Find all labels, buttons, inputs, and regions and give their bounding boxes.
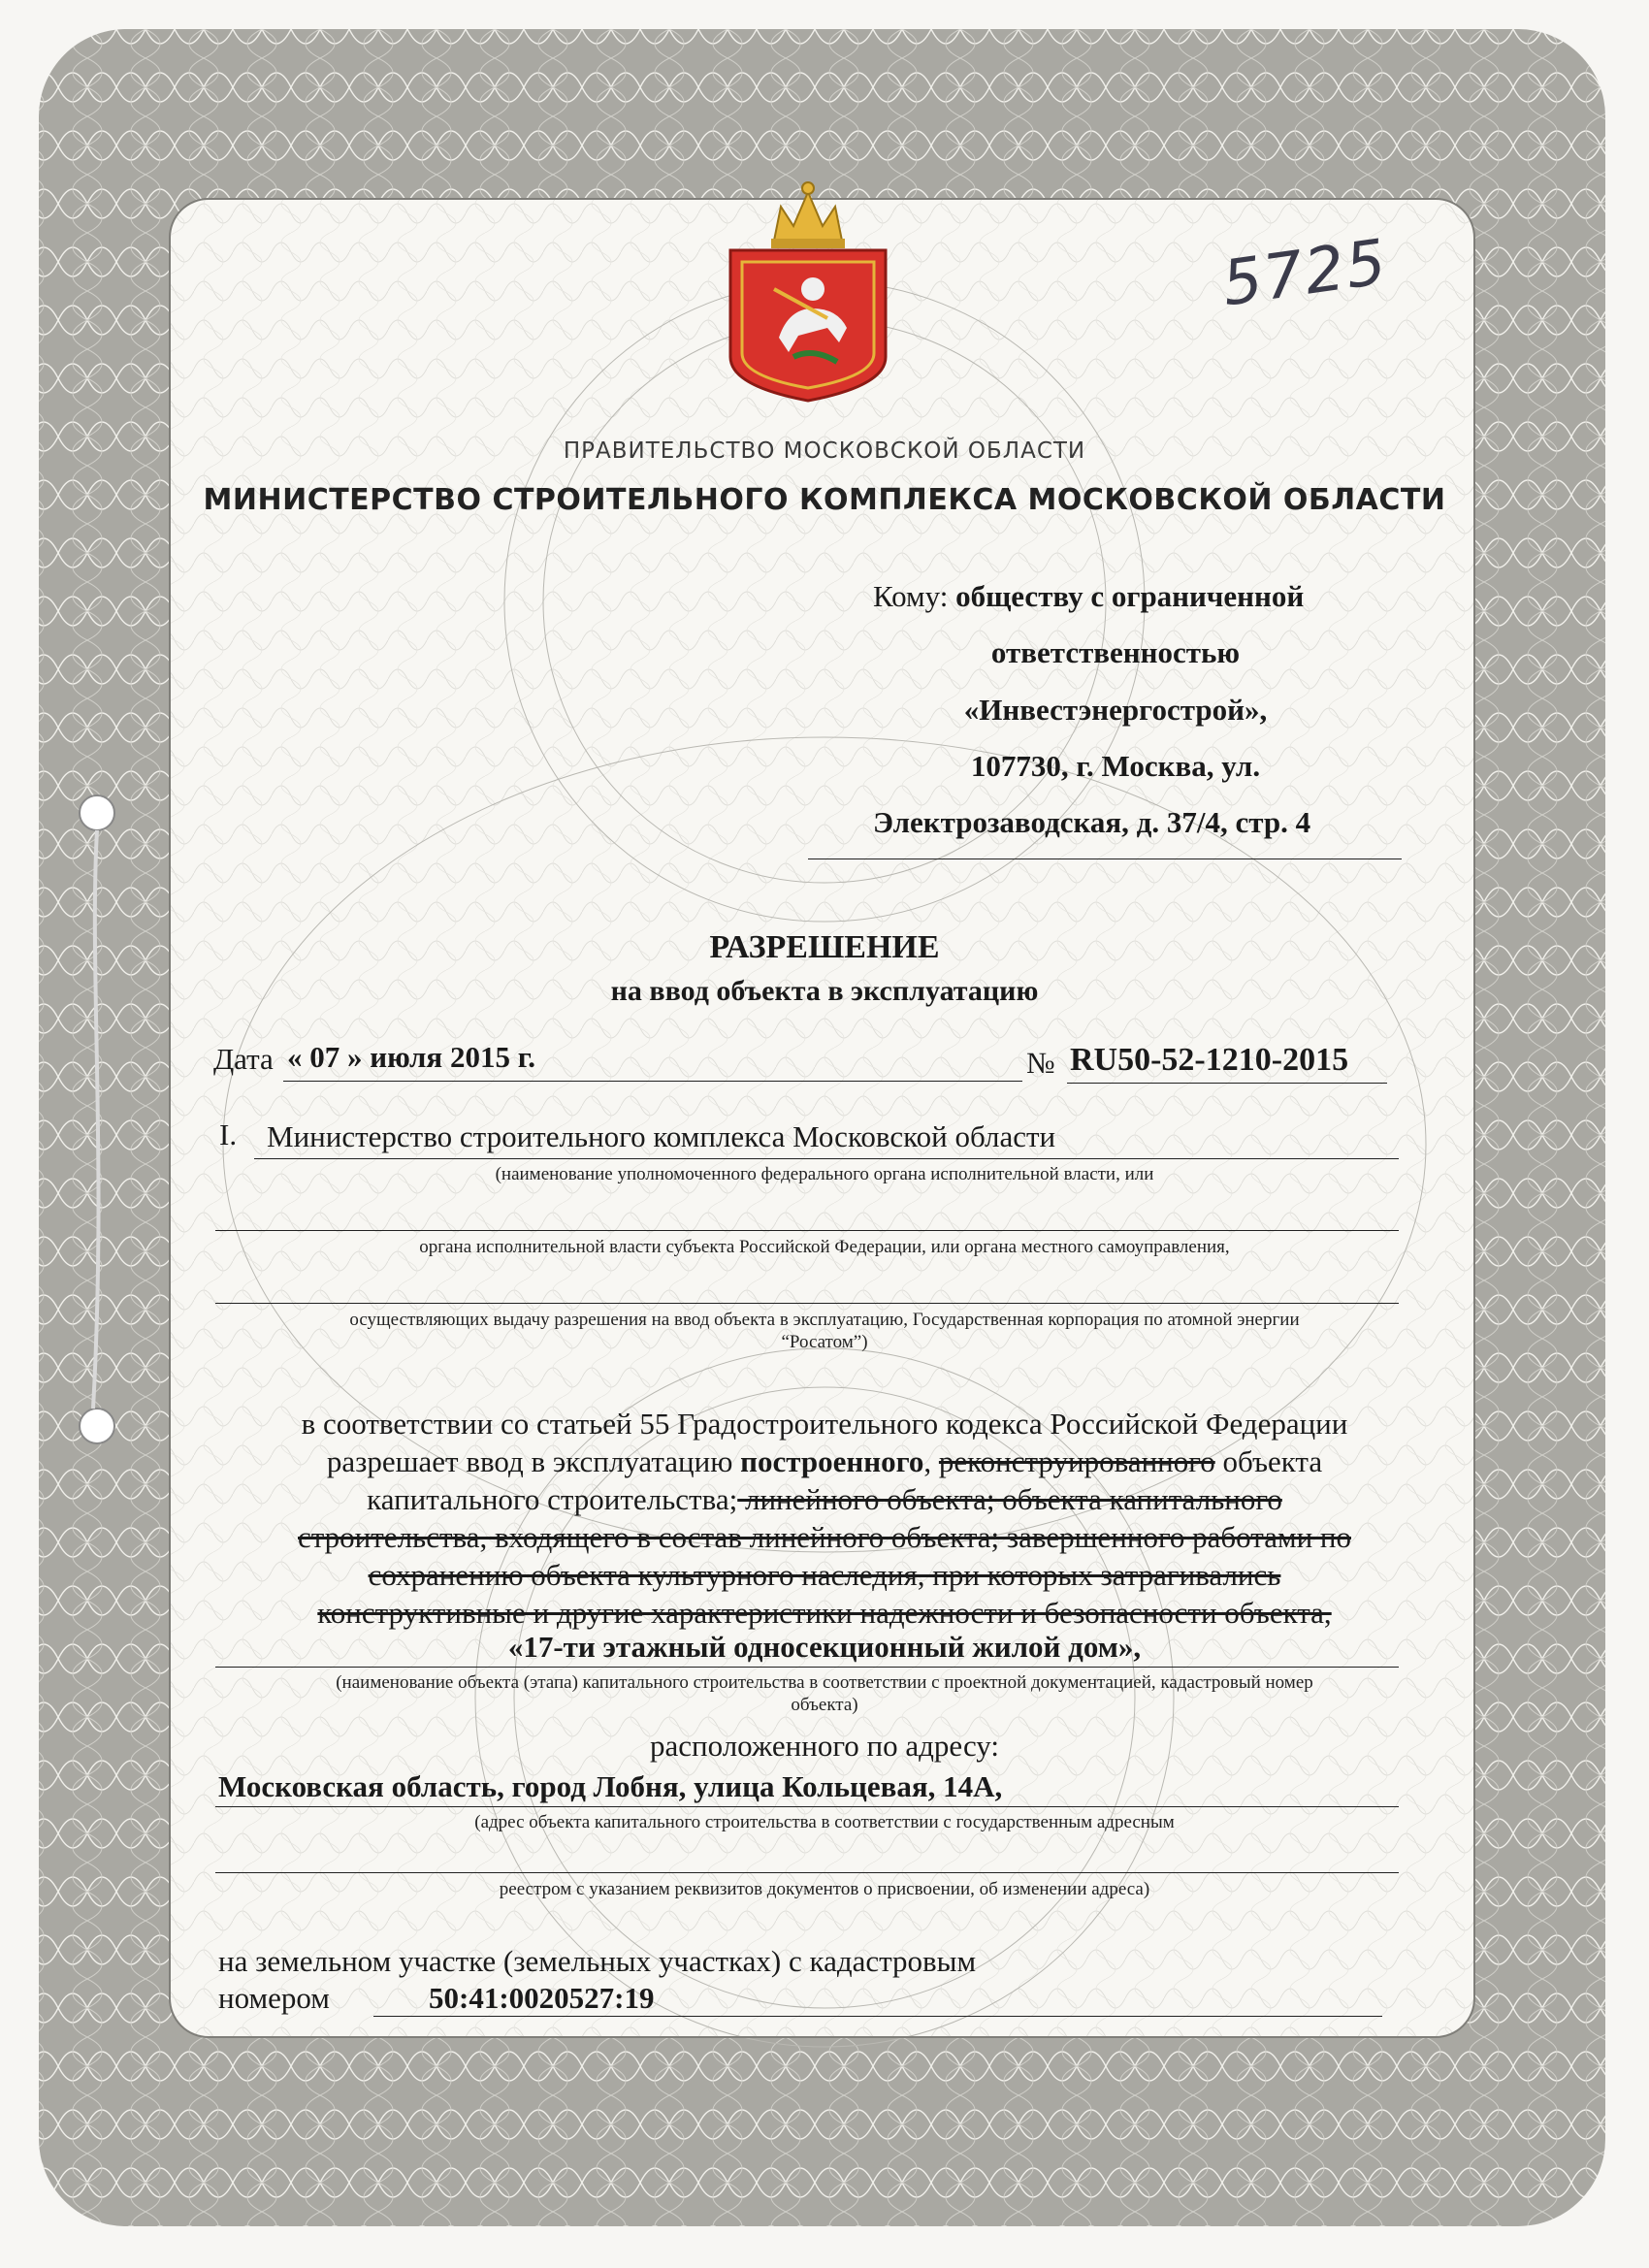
permission-line-3 [194,1480,1455,1519]
date-value: « 07 » июля 2015 г. [287,1040,536,1074]
cadastral-underline [373,2016,1382,2017]
document-title: РАЗРЕШЕНИЕ [709,929,940,965]
permission-line-6: конструктивные и другие характеристики надежности и безопасности объекта, [317,1596,1332,1630]
government-header: ПРАВИТЕЛЬСТВО МОСКОВСКОЙ ОБЛАСТИ [563,438,1086,464]
number-label: № [1026,1046,1055,1080]
authority-blank-line-2 [215,1303,1399,1304]
number-underline [1067,1083,1387,1084]
cadastral-number: 50:41:0020527:19 [429,1981,655,2015]
permission-line-5: сохранению объекта культурного наследия, при которых затрагивались [368,1558,1281,1592]
permission-built: построенного [740,1444,924,1478]
recipient-line-3: «Инвестэнергострой», [963,693,1268,727]
permission-line-4: строительства, входящего в состав линейного объекта; завершенного работами по [298,1520,1351,1554]
recipient-line-1 [873,579,1358,614]
object-underline [215,1667,1399,1668]
permit-number: RU50-52-1210-2015 [1070,1042,1349,1078]
permission-linear: линейного объекта; объекта капитального [737,1482,1282,1516]
permission-line-1: в соответствии со статьей 55 Градостроительного кодекса Российской Федерации [301,1407,1348,1441]
land-number-label: номером [218,1981,330,2015]
recipient-label: Кому: [873,579,949,613]
object-name: «17-ти этажный односекционный жилой дом», [507,1630,1142,1664]
authority-name: Министерство строительного комплекса Московской области [267,1119,1056,1153]
land-line-1: на земельном участке (земельных участках) с кадастровым [218,1944,977,1978]
location-label: расположенного по адресу: [650,1729,999,1763]
object-caption-a: (наименование объекта (этапа) капитального строительства в соответствии с проектной документацией, кадастровый номер [336,1672,1313,1693]
permission-line-2a: разрешает ввод в эксплуатацию [326,1444,741,1478]
recipient-line-2: ответственностью [990,635,1241,669]
authority-underline [254,1158,1399,1159]
authority-caption-1: (наименование уполномоченного федерального органа исполнительной власти, или [495,1164,1154,1184]
recipient-name-1: обществу с ограниченной [955,579,1305,613]
object-address: Московская область, город Лобня, улица Кольцевая, 14А, [218,1769,1003,1803]
address-caption-2: реестром с указанием реквизитов документов о присвоении, об изменении адреса) [499,1879,1150,1899]
authority-caption-3a: осуществляющих выдачу разрешения на ввод объекта в эксплуатацию, Государственная корпорация по атомной энергии [349,1310,1300,1330]
date-label: Дата [213,1042,274,1076]
coat-of-arms-icon [721,173,895,405]
permission-comma: , [923,1444,939,1478]
permission-object: объекта [1214,1444,1323,1478]
recipient-line-5: Электрозаводская, д. 37/4, стр. 4 [873,805,1311,839]
recipient-line-4: 107730, г. Москва, ул. [970,749,1261,783]
address-underline [215,1806,1399,1807]
date-underline [283,1081,1022,1082]
permission-capital: капитального строительства; [367,1482,738,1516]
permission-line-2 [194,1442,1455,1481]
section-roman: I. [219,1118,238,1151]
address-blank-line [215,1872,1399,1873]
authority-caption-3b: “Росатом”) [781,1332,868,1352]
authority-caption-2: органа исполнительной власти субъекта Российской Федерации, или органа местного самоуправления, [419,1237,1230,1257]
object-caption-b: объекта) [791,1695,858,1715]
ministry-header: МИНИСТЕРСТВО СТРОИТЕЛЬНОГО КОМПЛЕКСА МОСКОВСКОЙ ОБЛАСТИ [203,483,1446,517]
document-subtitle: на ввод объекта в эксплуатацию [610,975,1039,1007]
handwritten-number: 5725 [1217,226,1393,321]
authority-blank-line-1 [215,1230,1399,1231]
address-caption-1: (адрес объекта капитального строительства в соответствии с государственным адресным [474,1812,1175,1832]
permission-reconstructed: реконструированного [938,1444,1215,1478]
